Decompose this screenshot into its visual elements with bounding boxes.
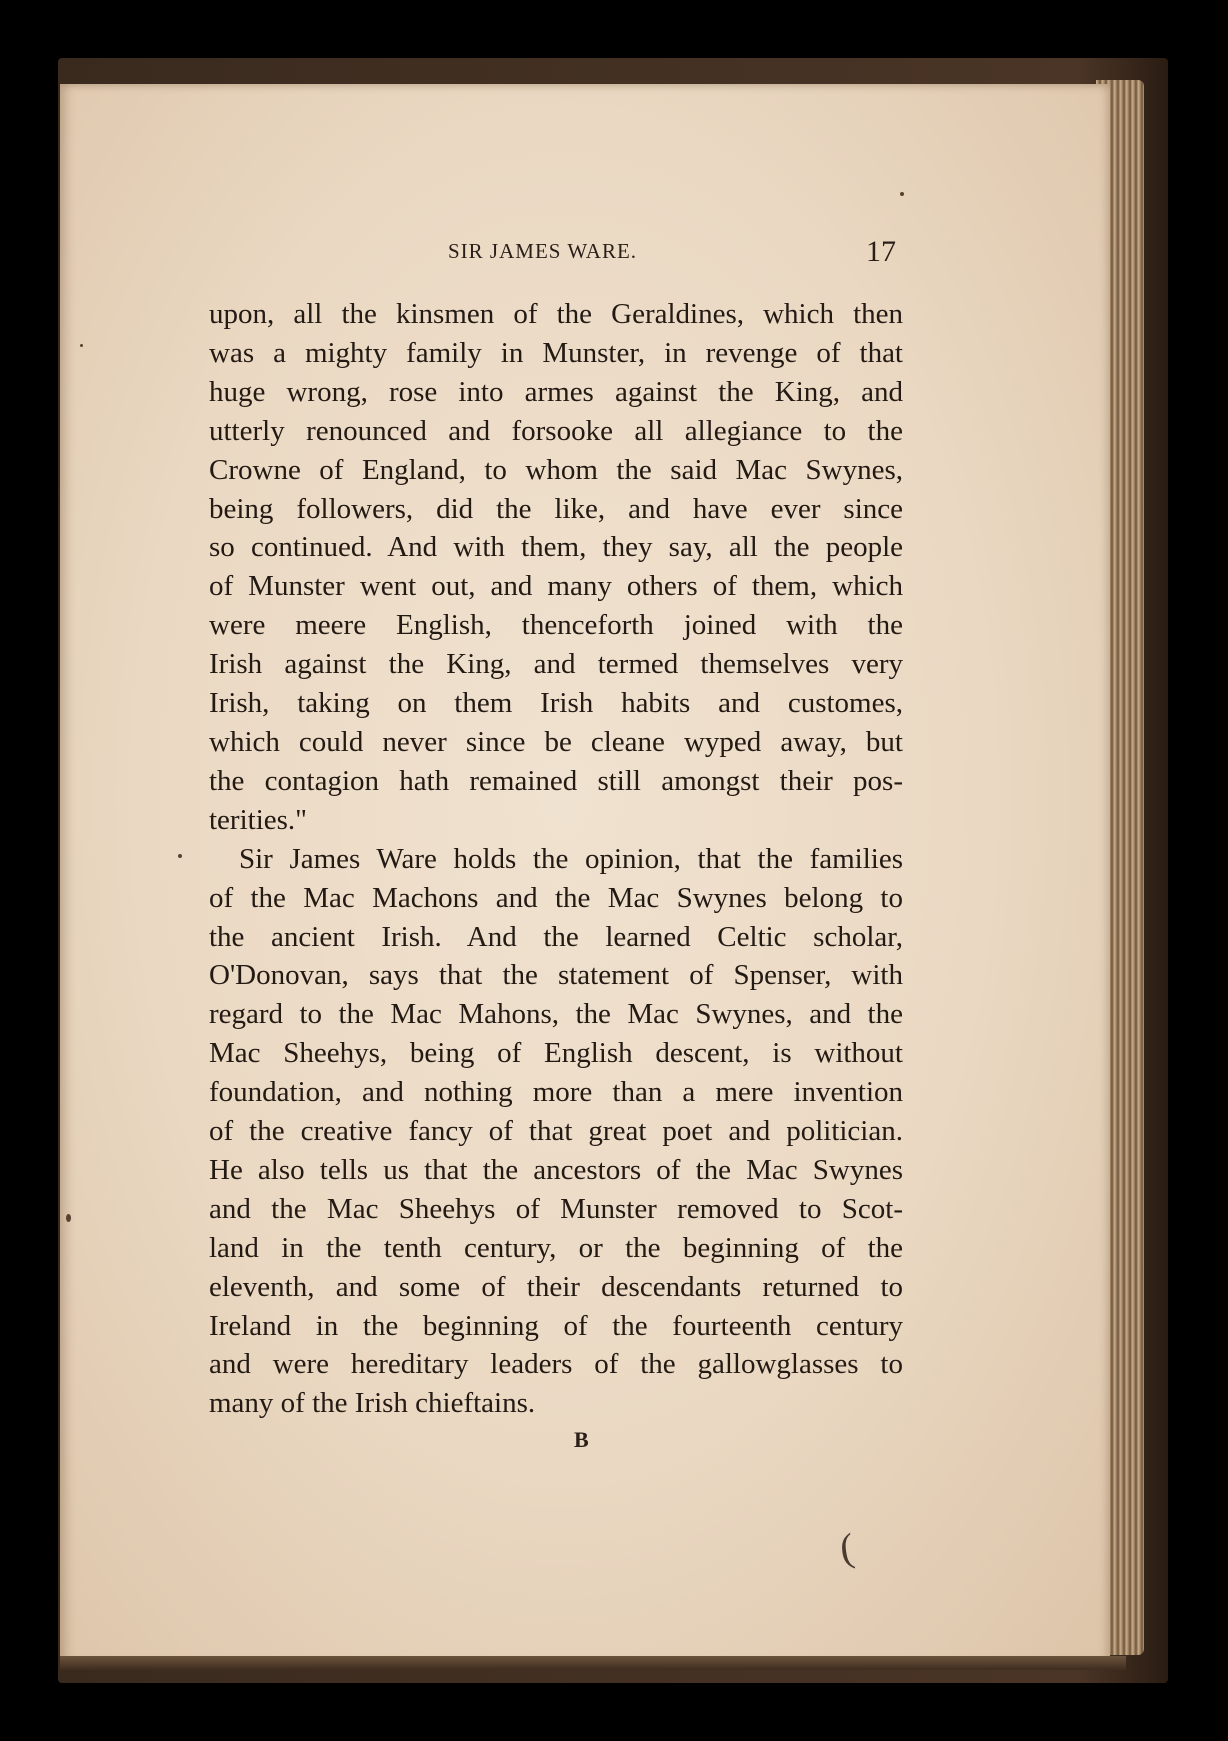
text-line: being followers, did the like, and have ever since — [209, 492, 903, 525]
text-line: was a mighty family in Munster, in revenge of that — [209, 336, 903, 369]
text-line: terities." — [209, 803, 308, 836]
book-page — [60, 84, 1110, 1664]
text-line: Ireland in the beginning of the fourteenth century — [209, 1309, 903, 1342]
signature-mark: B — [574, 1427, 589, 1452]
text-line: the contagion hath remained still amongst their pos- — [209, 764, 903, 797]
page-number: 17 — [866, 235, 896, 268]
text-line: eleventh, and some of their descendants returned to — [209, 1270, 903, 1303]
text-line: of the Mac Machons and the Mac Swynes belong to — [209, 881, 903, 914]
text-line: were meere English, thenceforth joined with the — [209, 609, 903, 642]
text-line: which could never since be cleane wyped away, but — [209, 725, 903, 758]
text-line: and were hereditary leaders of the gallowglasses to — [209, 1348, 903, 1381]
text-line: the ancient Irish. And the learned Celtic scholar, — [209, 920, 903, 953]
text-line: Irish against the King, and termed themselves very — [209, 648, 903, 681]
text-line: and the Mac Sheehys of Munster removed to Scot- — [209, 1192, 903, 1225]
text-line: huge wrong, rose into armes against the King, and — [209, 375, 903, 408]
paper-speck — [66, 1214, 71, 1222]
paper-speck — [900, 192, 904, 196]
page-header — [60, 235, 1110, 279]
text-line: Irish, taking on them Irish habits and customes, — [209, 687, 903, 720]
text-line: Crowne of England, to whom the said Mac Swynes, — [209, 453, 903, 486]
text-line: Sir James Ware holds the opinion, that the families — [239, 842, 903, 875]
page-bottom-edge — [60, 1656, 1126, 1670]
text-line: foundation, and nothing more than a mere invention — [209, 1076, 903, 1109]
paper-speck — [178, 854, 182, 858]
text-line: He also tells us that the ancestors of the Mac Swynes — [209, 1153, 903, 1186]
body-text — [209, 295, 903, 1423]
text-line: of Munster went out, and many others of them, which — [209, 570, 903, 603]
paper-speck — [80, 344, 83, 347]
text-line: utterly renounced and forsooke all allegiance to the — [209, 414, 903, 447]
text-line: of the creative fancy of that great poet and politician. — [209, 1115, 903, 1148]
text-line: many of the Irish chieftains. — [209, 1387, 536, 1420]
running-head: SIR JAMES WARE. — [448, 239, 638, 263]
text-line: land in the tenth century, or the beginning of the — [209, 1231, 903, 1264]
text-line: so continued. And with them, they say, all the people — [209, 531, 903, 564]
text-line: O'Donovan, says that the statement of Spenser, with — [209, 959, 903, 992]
text-line: upon, all the kinsmen of the Geraldines, which then — [209, 298, 903, 330]
pencil-mark: ( — [836, 1524, 857, 1571]
text-line: Mac Sheehys, being of English descent, is without — [209, 1037, 903, 1070]
text-line: regard to the Mac Mahons, the Mac Swynes, and the — [209, 998, 903, 1031]
